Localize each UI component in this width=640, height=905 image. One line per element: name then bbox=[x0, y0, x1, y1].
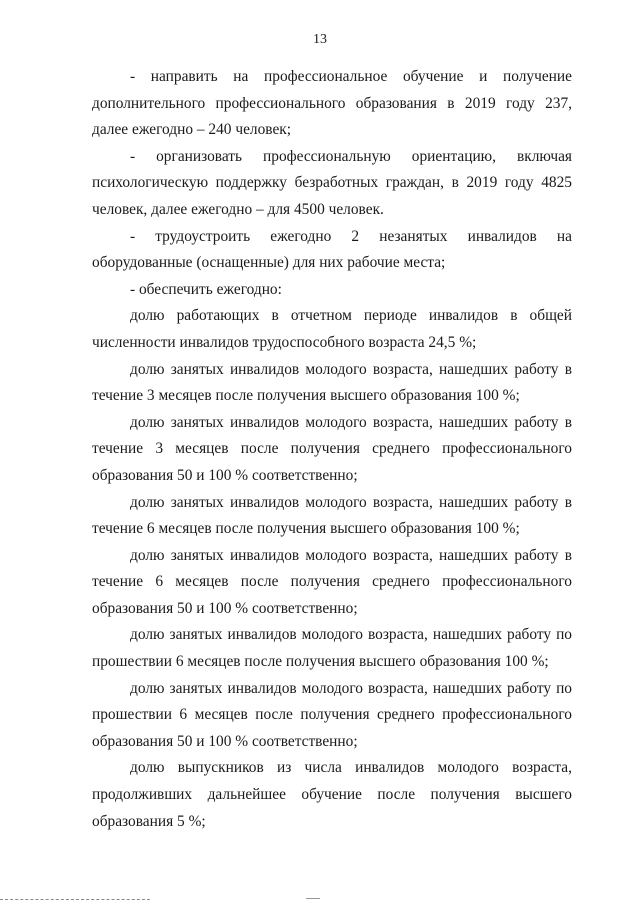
paragraph: - организовать профессиональную ориентацию, включая психологическую поддержку безработных граждан, в 2019 году 4825 человек, далее ежегодно – для 4500 человек. bbox=[92, 147, 572, 218]
footer-mark bbox=[306, 898, 320, 899]
paragraph: долю работающих в отчетном периоде инвалидов в общей численности инвалидов трудоспособного возраста 24,5 %; bbox=[92, 307, 572, 351]
paragraph: долю занятых инвалидов молодого возраста, нашедших работу в течение 6 месяцев после получения высшего образования 100 %; bbox=[92, 493, 572, 538]
paragraph: - обеспечить ежегодно: bbox=[130, 280, 282, 298]
paragraph: - направить на профессиональное обучение и получение дополнительного профессионального образования в 2019 году 237, далее ежегодно – 240 человек; bbox=[92, 68, 572, 139]
paragraph: долю занятых инвалидов молодого возраста, нашедших работу по прошествии 6 месяцев после получения высшего образования 100 %; bbox=[92, 626, 572, 671]
page-number: 13 bbox=[313, 32, 327, 47]
footer-divider bbox=[0, 899, 150, 900]
paragraph: долю занятых инвалидов молодого возраста, нашедших работу в течение 3 месяцев после получения высшего образования 100 %; bbox=[92, 360, 572, 405]
paragraph: долю выпускников из числа инвалидов молодого возраста, продолживших дальнейшее обучение после получения высшего образования 5 %; bbox=[92, 759, 572, 830]
paragraph: долю занятых инвалидов молодого возраста, нашедших работу по прошествии 6 месяцев после получения среднего профессионального образования 50 и 100 % соответственно; bbox=[92, 679, 572, 750]
document-body bbox=[92, 64, 572, 835]
paragraph: долю занятых инвалидов молодого возраста, нашедших работу в течение 6 месяцев после получения среднего профессионального образования 50 и 100 % соответственно; bbox=[92, 546, 572, 617]
paragraph: долю занятых инвалидов молодого возраста, нашедших работу в течение 3 месяцев после получения среднего профессионального образования 50 и 100 % соответственно; bbox=[92, 413, 572, 484]
paragraph: - трудоустроить ежегодно 2 незанятых инвалидов на оборудованные (оснащенные) для них рабочие места; bbox=[92, 227, 572, 272]
